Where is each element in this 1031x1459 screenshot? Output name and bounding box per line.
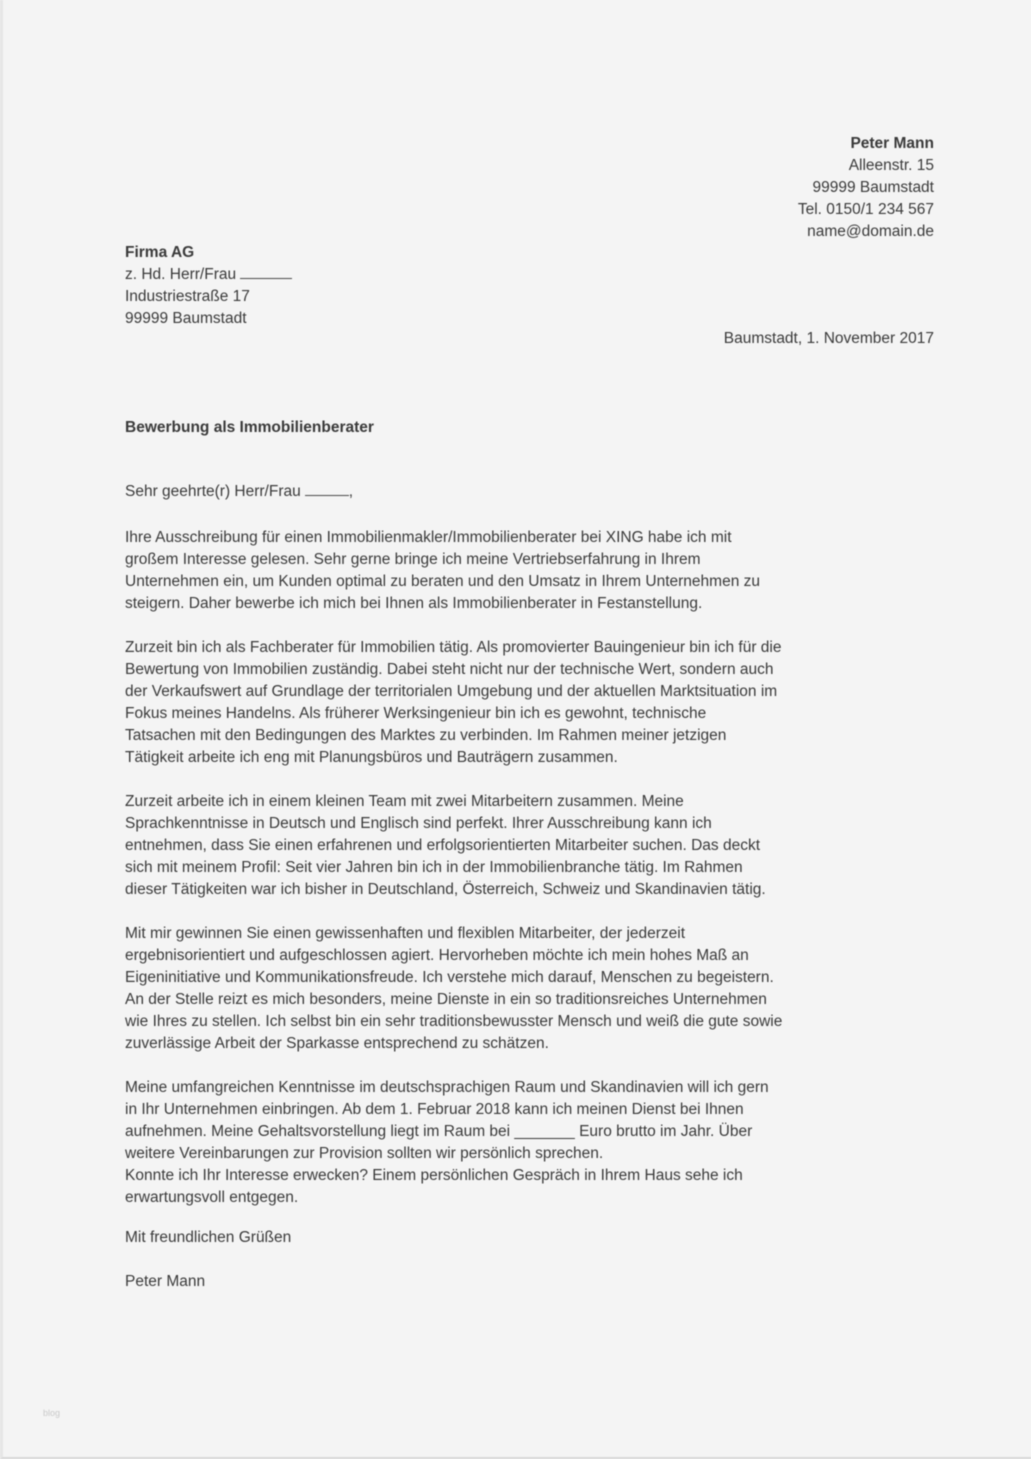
salutation-blank-line bbox=[305, 494, 349, 496]
signature-name: Peter Mann bbox=[125, 1273, 206, 1290]
recipient-city: 99999 Baumstadt bbox=[125, 310, 247, 327]
body-line: in Ihr Unternehmen einbringen. Ab dem 1. Februar 2018 kann ich meinen Dienst bei Ihnen bbox=[125, 1101, 744, 1118]
body-line: Fokus meines Handelns. Als früherer Werksingenieur bin ich es gewohnt, technische bbox=[125, 705, 707, 722]
body-line: Konnte ich Ihr Interesse erwecken? Einem persönlichen Gespräch in Ihrem Haus sehe ich bbox=[125, 1167, 743, 1184]
body-line: Zurzeit bin ich als Fachberater für Immobilien tätig. Als promovierter Bauingenieur bin ich für die bbox=[125, 639, 782, 656]
watermark-text: blog bbox=[43, 1408, 61, 1418]
body-line: ergebnisorientiert und aufgeschlossen agiert. Hervorheben möchte ich mein hohes Maß an bbox=[125, 947, 749, 964]
salutation-comma: , bbox=[348, 483, 354, 500]
closing-phrase: Mit freundlichen Grüßen bbox=[125, 1229, 292, 1246]
body-line: zuverlässige Arbeit der Sparkasse entsprechend zu schätzen. bbox=[125, 1035, 549, 1052]
recipient-attention: z. Hd. Herr/Frau bbox=[125, 266, 237, 283]
body-line: wie Ihres zu stellen. Ich selbst bin ein sehr traditionsbewusster Mensch und weiß die gute sowie bbox=[125, 1013, 783, 1030]
name-blank-line bbox=[240, 277, 292, 279]
sender-phone: Tel. 0150/1 234 567 bbox=[797, 201, 934, 218]
sender-street: Alleenstr. 15 bbox=[848, 157, 934, 174]
sender-name: Peter Mann bbox=[850, 135, 934, 152]
letter-body bbox=[125, 527, 945, 1231]
recipient-address-block bbox=[125, 242, 292, 330]
letter-subject: Bewerbung als Immobilienberater bbox=[125, 419, 374, 436]
body-line: Bewertung von Immobilien zuständig. Dabei steht nicht nur der technische Wert, sondern auch bbox=[125, 661, 774, 678]
body-line: dieser Tätigkeiten war ich bisher in Deutschland, Österreich, Schweiz und Skandinavien tätig. bbox=[125, 881, 766, 898]
recipient-company: Firma AG bbox=[125, 244, 195, 261]
body-line: großem Interesse gelesen. Sehr gerne bringe ich meine Vertriebserfahrung in Ihrem bbox=[125, 551, 701, 568]
paragraph-4 bbox=[125, 923, 945, 1055]
body-line: der Verkaufswert auf Grundlage der territorialen Umgebung und der aktuellen Marktsituation im bbox=[125, 683, 778, 700]
body-line: Meine umfangreichen Kenntnisse im deutschsprachigen Raum und Skandinavien will ich gern bbox=[125, 1079, 769, 1096]
body-line: Sprachkenntnisse in Deutsch und Englisch sind perfekt. Ihrer Ausschreibung kann ich bbox=[125, 815, 712, 832]
body-line: Unternehmen ein, um Kunden optimal zu beraten und den Umsatz in Ihrem Unternehmen zu bbox=[125, 573, 760, 590]
paragraph-1 bbox=[125, 527, 945, 615]
sender-email: name@domain.de bbox=[807, 223, 934, 240]
body-line: steigern. Daher bewerbe ich mich bei Ihnen als Immobilienberater in Festanstellung. bbox=[125, 595, 703, 612]
recipient-street: Industriestraße 17 bbox=[125, 288, 250, 305]
paragraph-5 bbox=[125, 1077, 945, 1209]
body-line: aufnehmen. Meine Gehaltsvorstellung liegt im Raum bei _______ Euro brutto im Jahr. Über bbox=[125, 1123, 753, 1140]
body-line: Eigeninitiative und Kommunikationsfreude. Ich verstehe mich darauf, Menschen zu begeistern. bbox=[125, 969, 774, 986]
body-line: Ihre Ausschreibung für einen Immobilienmakler/Immobilienberater bei XING habe ich mit bbox=[125, 529, 732, 546]
body-line: entnehmen, dass Sie einen erfahrenen und erfolgsorientierten Mitarbeiter suchen. Das deckt bbox=[125, 837, 761, 854]
body-line: Mit mir gewinnen Sie einen gewissenhaften und flexiblen Mitarbeiter, der jederzeit bbox=[125, 925, 686, 942]
salutation-line bbox=[125, 483, 353, 501]
body-line: weitere Vereinbarungen zur Provision sollten wir persönlich sprechen. bbox=[125, 1145, 604, 1162]
body-line: Tätigkeit arbeite ich eng mit Planungsbüros und Bauträgern zusammen. bbox=[125, 749, 618, 766]
body-line: sich mit meinem Profil: Seit vier Jahren bin ich in der Immobilienbranche tätig. Im Rahmen bbox=[125, 859, 743, 876]
sender-city: 99999 Baumstadt bbox=[812, 179, 934, 196]
paragraph-3 bbox=[125, 791, 945, 901]
recipient-attention-line bbox=[125, 264, 292, 286]
body-line: Zurzeit arbeite ich in einem kleinen Team mit zwei Mitarbeitern zusammen. Meine bbox=[125, 793, 684, 810]
sender-address-block bbox=[798, 133, 934, 243]
salutation: Sehr geehrte(r) Herr/Frau bbox=[125, 483, 301, 500]
letter-date: Baumstadt, 1. November 2017 bbox=[723, 330, 934, 347]
paragraph-2 bbox=[125, 637, 945, 769]
body-line: Tatsachen mit den Bedingungen des Marktes zu verbinden. Im Rahmen meiner jetzigen bbox=[125, 727, 727, 744]
body-line: erwartungsvoll entgegen. bbox=[125, 1189, 299, 1206]
body-line: An der Stelle reizt es mich besonders, meine Dienste in ein so traditionsreiches Unternehmen bbox=[125, 991, 767, 1008]
